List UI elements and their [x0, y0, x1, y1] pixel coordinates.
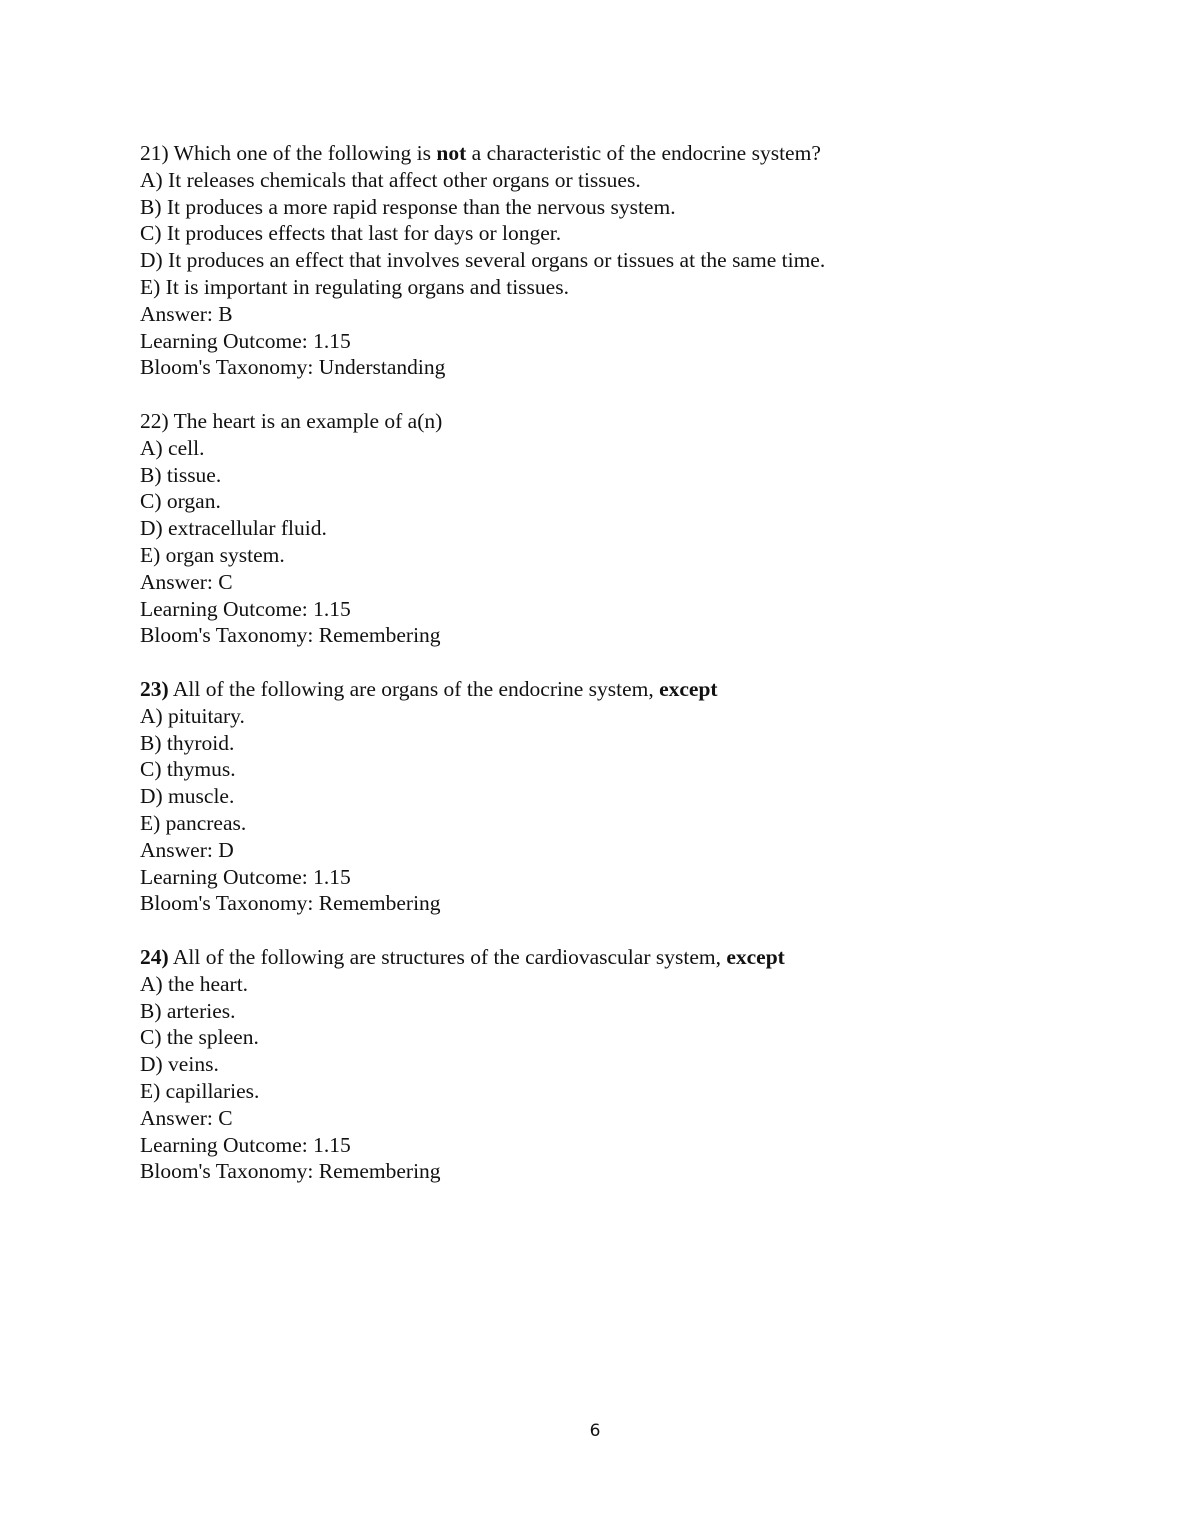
question-21 — [140, 140, 1040, 381]
option-e: E) It is important in regulating organs and tissues. — [140, 274, 569, 299]
option-c: C) thymus. — [140, 757, 236, 782]
answer: Answer: D — [140, 837, 234, 862]
stem-text: The heart is an example of a(n) — [173, 409, 443, 433]
stem-emphasis: except — [726, 945, 785, 969]
question-number: 22) — [140, 409, 169, 433]
learning-outcome: Learning Outcome: 1.15 — [140, 1132, 351, 1157]
option-a: A) cell. — [140, 435, 205, 460]
stem-text: All of the following are structures of the cardiovascular system, — [172, 945, 721, 969]
answer: Answer: C — [140, 569, 233, 594]
option-e: E) organ system. — [140, 542, 285, 567]
answer: Answer: C — [140, 1105, 233, 1130]
question-number: 24) — [140, 945, 169, 969]
option-c: C) It produces effects that last for days or longer. — [140, 221, 562, 246]
question-22 — [140, 408, 1040, 649]
stem-emphasis: not — [436, 141, 467, 165]
option-e: E) capillaries. — [140, 1078, 260, 1103]
question-stem — [140, 140, 1040, 167]
option-a: A) the heart. — [140, 971, 249, 996]
option-a: A) It releases chemicals that affect other organs or tissues. — [140, 167, 641, 192]
blooms-taxonomy: Bloom's Taxonomy: Understanding — [140, 355, 446, 380]
blooms-taxonomy: Bloom's Taxonomy: Remembering — [140, 1159, 441, 1184]
question-24 — [140, 944, 1040, 1185]
answer: Answer: B — [140, 301, 233, 326]
question-stem — [140, 676, 1040, 703]
option-c: C) the spleen. — [140, 1025, 259, 1050]
learning-outcome: Learning Outcome: 1.15 — [140, 328, 351, 353]
blooms-taxonomy: Bloom's Taxonomy: Remembering — [140, 623, 441, 648]
page-number: 6 — [589, 1421, 601, 1441]
question-23 — [140, 676, 1040, 917]
stem-text: All of the following are organs of the endocrine system, — [172, 677, 654, 701]
learning-outcome: Learning Outcome: 1.15 — [140, 864, 351, 889]
option-b: B) It produces a more rapid response than the nervous system. — [140, 194, 676, 219]
question-number: 23) — [140, 677, 169, 701]
option-b: B) arteries. — [140, 998, 236, 1023]
learning-outcome: Learning Outcome: 1.15 — [140, 596, 351, 621]
stem-text: Which one of the following is — [173, 141, 432, 165]
option-a: A) pituitary. — [140, 703, 245, 728]
option-d: D) muscle. — [140, 784, 235, 809]
question-number: 21) — [140, 141, 169, 165]
stem-emphasis: except — [659, 677, 718, 701]
blooms-taxonomy: Bloom's Taxonomy: Remembering — [140, 891, 441, 916]
option-c: C) organ. — [140, 489, 221, 514]
option-b: B) thyroid. — [140, 730, 235, 755]
option-e: E) pancreas. — [140, 810, 247, 835]
option-b: B) tissue. — [140, 462, 222, 487]
option-d: D) veins. — [140, 1052, 219, 1077]
stem-text: a characteristic of the endocrine system? — [471, 141, 821, 165]
question-stem — [140, 408, 1040, 435]
option-d: D) extracellular fluid. — [140, 516, 327, 541]
question-stem — [140, 944, 1040, 971]
option-d: D) It produces an effect that involves several organs or tissues at the same time. — [140, 248, 826, 273]
